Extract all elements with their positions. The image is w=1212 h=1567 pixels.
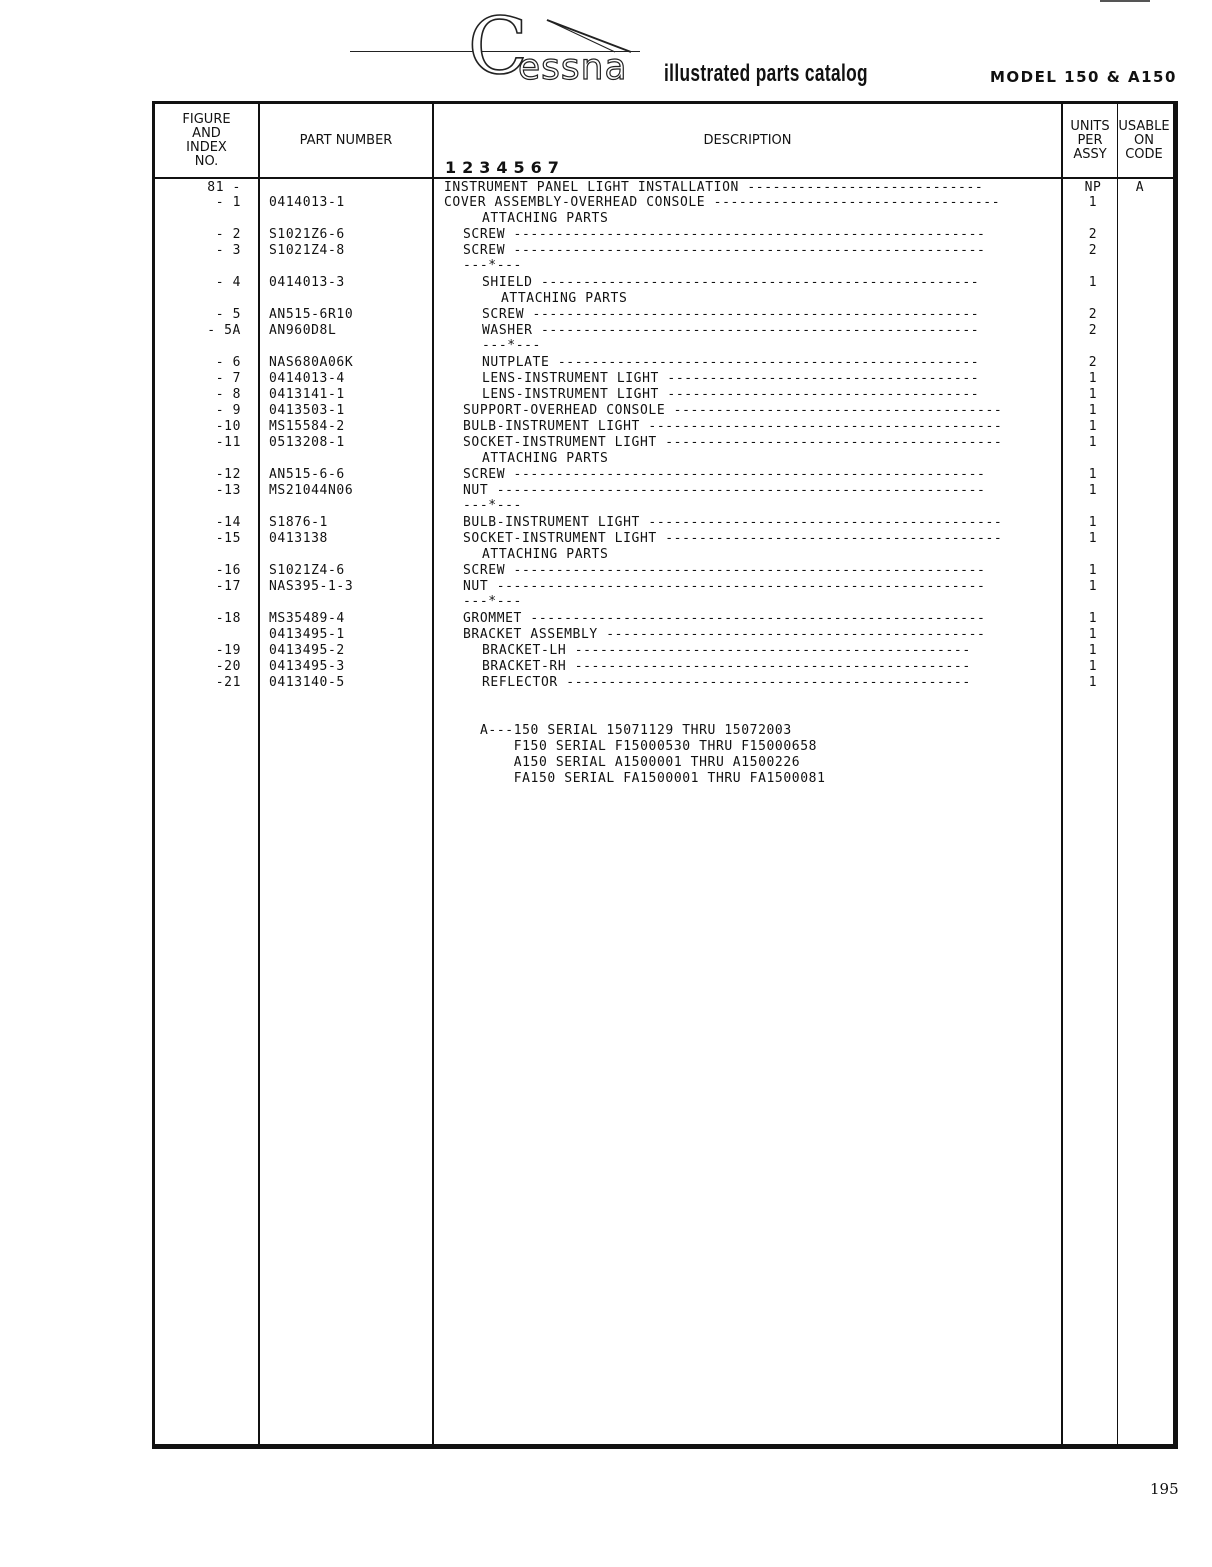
parts-table <box>152 101 1178 1449</box>
units-per-assy: 1 <box>1088 515 1098 530</box>
part-number: AN515-6R10 <box>269 307 354 322</box>
figure-index: -20 <box>215 659 241 674</box>
table-row <box>155 563 1165 579</box>
units-per-assy: 1 <box>1088 435 1098 450</box>
figure-index: -13 <box>215 483 241 498</box>
table-row <box>155 659 1165 675</box>
table-row <box>155 211 1165 227</box>
part-number: 0414013-1 <box>269 195 345 210</box>
table-row <box>155 531 1165 547</box>
table-row <box>155 483 1165 499</box>
scan-mark <box>1100 0 1150 2</box>
logo-letter: C <box>468 2 528 92</box>
units-per-assy: 1 <box>1088 531 1098 546</box>
part-number: NAS680A06K <box>269 355 354 370</box>
part-number: 0413138 <box>269 531 328 546</box>
part-description: ATTACHING PARTS <box>501 291 628 306</box>
part-description: SCREW -------------------------------------------------------- <box>463 563 986 578</box>
part-description: SCREW -------------------------------------------------------- <box>463 243 986 258</box>
table-row <box>155 435 1165 451</box>
note-line: A---150 SERIAL 15071129 THRU 15072003 <box>480 723 792 738</box>
table-row <box>155 451 1165 467</box>
part-number: NAS395-1-3 <box>269 579 354 594</box>
part-description: ATTACHING PARTS <box>482 547 609 562</box>
table-row <box>155 227 1165 243</box>
header-figure: FIGURE AND INDEX NO. <box>182 111 231 169</box>
part-description: ATTACHING PARTS <box>482 451 609 466</box>
logo-word: essna <box>518 47 628 88</box>
units-per-assy: 2 <box>1088 307 1098 322</box>
units-per-assy: 1 <box>1088 195 1098 210</box>
part-description: BULB-INSTRUMENT LIGHT ------------------------------------------ <box>463 515 1003 530</box>
table-row <box>155 323 1165 339</box>
part-description: SUPPORT-OVERHEAD CONSOLE --------------------------------------- <box>463 403 1003 418</box>
note-line: F150 SERIAL F15000530 THRU F15000658 <box>480 739 818 754</box>
table-row <box>155 403 1165 419</box>
serial-notes <box>480 723 826 787</box>
figure-index: 81 - <box>207 180 241 195</box>
table-row <box>155 419 1165 435</box>
part-description: SCREW -------------------------------------------------------- <box>463 227 986 242</box>
table-row <box>155 579 1165 595</box>
figure-index: - 6 <box>215 355 241 370</box>
figure-index: -17 <box>215 579 241 594</box>
part-number: 0414013-4 <box>269 371 345 386</box>
part-description: REFLECTOR ------------------------------------------------ <box>482 675 971 690</box>
table-row <box>155 547 1165 563</box>
table-row <box>155 643 1165 659</box>
figure-index: - 7 <box>215 371 241 386</box>
model-label: MODEL 150 & A150 <box>990 68 1177 86</box>
header-description: DESCRIPTION <box>703 132 792 148</box>
part-number: MS21044N06 <box>269 483 354 498</box>
figure-index: -18 <box>215 611 241 626</box>
figure-index: - 5A <box>207 323 241 338</box>
part-description: COVER ASSEMBLY-OVERHEAD CONSOLE ---------------------------------- <box>444 195 1001 210</box>
note-line: FA150 SERIAL FA1500001 THRU FA1500081 <box>480 771 826 786</box>
part-description: WASHER ---------------------------------------------------- <box>482 323 980 338</box>
figure-index: -10 <box>215 419 241 434</box>
part-number: 0414013-3 <box>269 275 345 290</box>
part-description: BRACKET-LH ----------------------------------------------- <box>482 643 971 658</box>
units-per-assy: 2 <box>1088 355 1098 370</box>
figure-index: -19 <box>215 643 241 658</box>
part-description: NUT ---------------------------------------------------------- <box>463 483 986 498</box>
units-per-assy: 1 <box>1088 643 1098 658</box>
figure-index: -21 <box>215 675 241 690</box>
part-description: SCREW ----------------------------------------------------- <box>482 307 980 322</box>
part-description: BRACKET ASSEMBLY --------------------------------------------- <box>463 627 986 642</box>
page-number: 195 <box>1150 1480 1179 1498</box>
figure-index: - 3 <box>215 243 241 258</box>
part-number: MS15584-2 <box>269 419 345 434</box>
part-description: ---*--- <box>463 498 522 513</box>
units-per-assy: 1 <box>1088 387 1098 402</box>
figure-index: - 2 <box>215 227 241 242</box>
units-per-assy: 1 <box>1088 579 1098 594</box>
units-per-assy: 1 <box>1088 563 1098 578</box>
header-usable: USABLE ON CODE <box>1118 118 1170 162</box>
part-description: SCREW -------------------------------------------------------- <box>463 467 986 482</box>
units-per-assy: 1 <box>1088 467 1098 482</box>
part-description: LENS-INSTRUMENT LIGHT ------------------------------------- <box>482 371 980 386</box>
table-row <box>155 195 1165 211</box>
units-per-assy: 1 <box>1088 483 1098 498</box>
header-units: UNITS PER ASSY <box>1070 118 1110 162</box>
part-description: ---*--- <box>463 258 522 273</box>
units-per-assy: 1 <box>1088 419 1098 434</box>
figure-index: -16 <box>215 563 241 578</box>
note-line: A150 SERIAL A1500001 THRU A1500226 <box>480 755 801 770</box>
part-number: 0413495-2 <box>269 643 345 658</box>
part-number: AN515-6-6 <box>269 467 345 482</box>
part-number: S1021Z6-6 <box>269 227 345 242</box>
part-number: S1876-1 <box>269 515 328 530</box>
units-per-assy: 1 <box>1088 275 1098 290</box>
table-row <box>155 180 1165 196</box>
figure-index: -12 <box>215 467 241 482</box>
indent-digits: 1234567 <box>445 158 565 177</box>
part-description: BULB-INSTRUMENT LIGHT ------------------------------------------ <box>463 419 1003 434</box>
table-row <box>155 243 1165 259</box>
catalog-title: illustrated parts catalog <box>664 60 868 87</box>
part-description: INSTRUMENT PANEL LIGHT INSTALLATION ---------------------------- <box>444 180 984 195</box>
table-row <box>155 467 1165 483</box>
table-row <box>155 611 1165 627</box>
figure-index: - 5 <box>215 307 241 322</box>
units-per-assy: 1 <box>1088 659 1098 674</box>
table-row <box>155 594 1165 610</box>
table-row <box>155 355 1165 371</box>
figure-index: -15 <box>215 531 241 546</box>
units-per-assy: 1 <box>1088 371 1098 386</box>
table-row <box>155 515 1165 531</box>
table-row <box>155 258 1165 274</box>
units-per-assy: 1 <box>1088 627 1098 642</box>
part-number: 0413141-1 <box>269 387 345 402</box>
figure-index: -14 <box>215 515 241 530</box>
part-number: 0413140-5 <box>269 675 345 690</box>
part-description: NUT ---------------------------------------------------------- <box>463 579 986 594</box>
part-number: 0413495-1 <box>269 627 345 642</box>
table-row <box>155 291 1165 307</box>
part-number: 0513208-1 <box>269 435 345 450</box>
table-row <box>155 307 1165 323</box>
units-per-assy: 1 <box>1088 403 1098 418</box>
part-number: S1021Z4-6 <box>269 563 345 578</box>
part-number: MS35489-4 <box>269 611 345 626</box>
usable-code: A <box>1135 180 1145 195</box>
part-number: 0413503-1 <box>269 403 345 418</box>
table-row <box>155 498 1165 514</box>
part-description: BRACKET-RH ----------------------------------------------- <box>482 659 971 674</box>
part-number: S1021Z4-8 <box>269 243 345 258</box>
units-per-assy: 2 <box>1088 227 1098 242</box>
table-row <box>155 675 1165 691</box>
part-number: 0413495-3 <box>269 659 345 674</box>
header-part-number: PART NUMBER <box>299 132 393 148</box>
figure-index: - 1 <box>215 195 241 210</box>
units-per-assy: 2 <box>1088 323 1098 338</box>
units-per-assy: 2 <box>1088 243 1098 258</box>
part-description: SOCKET-INSTRUMENT LIGHT ---------------------------------------- <box>463 531 1003 546</box>
part-number: AN960D8L <box>269 323 337 338</box>
part-description: ---*--- <box>463 594 522 609</box>
part-description: ---*--- <box>482 338 541 353</box>
page-header <box>0 0 1212 100</box>
part-description: GROMMET ------------------------------------------------------ <box>463 611 986 626</box>
part-description: LENS-INSTRUMENT LIGHT ------------------------------------- <box>482 387 980 402</box>
table-row <box>155 627 1165 643</box>
table-row <box>155 371 1165 387</box>
figure-index: - 9 <box>215 403 241 418</box>
table-row <box>155 387 1165 403</box>
part-description: SHIELD ---------------------------------------------------- <box>482 275 980 290</box>
figure-index: - 4 <box>215 275 241 290</box>
figure-index: -11 <box>215 435 241 450</box>
table-row <box>155 275 1165 291</box>
units-per-assy: 1 <box>1088 675 1098 690</box>
part-description: NUTPLATE -------------------------------------------------- <box>482 355 980 370</box>
units-per-assy: 1 <box>1088 611 1098 626</box>
part-description: ATTACHING PARTS <box>482 211 609 226</box>
figure-index: - 8 <box>215 387 241 402</box>
part-description: SOCKET-INSTRUMENT LIGHT ---------------------------------------- <box>463 435 1003 450</box>
table-row <box>155 338 1165 354</box>
header-divider <box>155 177 1173 179</box>
units-per-assy: NP <box>1084 180 1102 195</box>
